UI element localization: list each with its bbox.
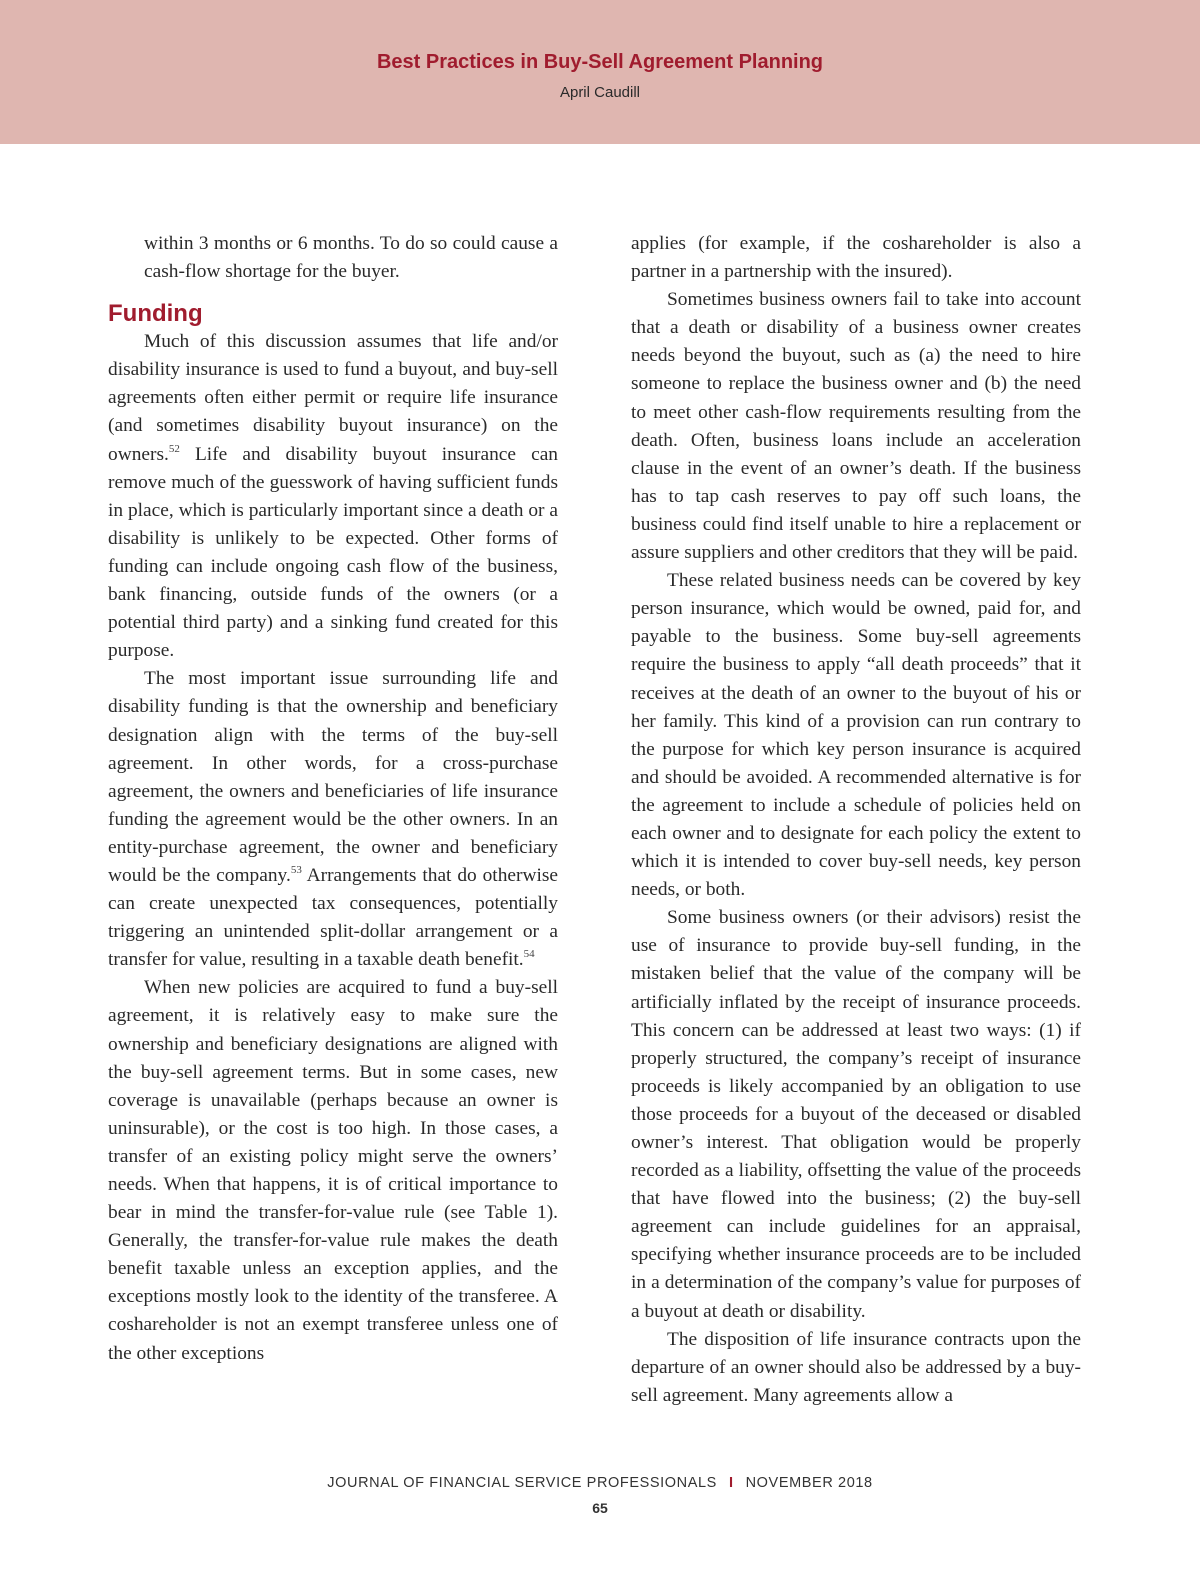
paragraph: These related business needs can be covered by key person insurance, which would be owned, paid for, and payable to the business. Some buy-sell agreements require the business to apply “all death proceeds” that it receives at the death of an owner to the buyout of his or her family. This kind of a provision can run contrary to the purpose for which key person insurance is acquired and should be avoided. A recommended alternative is for the agreement to include a schedule of policies held on each owner and to designate for each policy the extent to which it is intended to cover buy-sell needs, key person needs, or both. — [631, 570, 1081, 901]
paragraph-text: Life and disability buyout insurance can remove much of the guesswork of having sufficient funds in place, which is particularly important since a death or a disability is unlikely to be expected. Other forms of funding can include ongoing cash flow of the business, bank financing, outside funds of the owners (or a potential third party) and a sinking fund created for this purpose. — [108, 443, 558, 662]
paragraph — [108, 665, 558, 974]
paragraph-text: Much of this discussion assumes that life and/or disability insurance is used to fund a buyout, and buy-sell agreements often either permit or require life insurance (and sometimes disability buyout insurance) on the owners. — [108, 331, 558, 465]
paragraph — [108, 328, 558, 665]
running-header — [0, 0, 1200, 144]
paragraph: Sometimes business owners fail to take into account that a death or disability of a business owner creates needs beyond the buyout, such as (a) the need to hire someone to replace the business owner and (b) the need to meet other cash-flow requirements resulting from the death. Often, business loans include an acceleration clause in the event of an owner’s death. If the business has to tap cash reserves to pay off such loans, the business could find itself unable to hire a replacement or assure suppliers and other creditors that they will be paid. — [631, 289, 1081, 564]
paragraph: When new policies are acquired to fund a buy-sell agreement, it is relatively easy to make sure the ownership and beneficiary designations are aligned with the buy-sell agreement terms. But in some cases, new coverage is unavailable (perhaps because an owner is uninsurable), or the cost is too high. In those cases, a transfer of an existing policy might serve the owners’ needs. When that happens, it is of critical importance to bear in mind the transfer-for-value rule (see Table 1). Generally, the transfer-for-value rule makes the death benefit taxable unless an exception applies, and the exceptions mostly look to the identity of the transferee. A coshareholder is not an exempt transferee unless one of the other exceptions — [108, 977, 558, 1364]
paragraph: within 3 months or 6 months. To do so could cause a cash-flow shortage for the buyer. — [144, 233, 558, 283]
right-column — [631, 230, 1081, 1410]
paragraph: The disposition of life insurance contracts upon the departure of an owner should also be addressed by a buy-sell agreement. Many agreements allow a — [631, 1328, 1081, 1406]
journal-name: JOURNAL OF FINANCIAL SERVICE PROFESSIONALS — [327, 1475, 717, 1491]
footnote-ref: 52 — [168, 442, 180, 455]
paragraph: applies (for example, if the coshareholder is also a partner in a partnership with the insured). — [631, 233, 1081, 283]
paragraph-text: Arrangements that do otherwise can create unexpected tax consequences, potentially triggering an unintended split-dollar arrangement or a transfer for value, resulting in a taxable death benefit. — [108, 864, 558, 971]
running-footer — [0, 1475, 1200, 1491]
paragraph: Some business owners (or their advisors) resist the use of insurance to provide buy-sell funding, in the mistaken belief that the value of the company will be artificially inflated by the receipt of insurance proceeds. This concern can be addressed at least two ways: (1) if properly structured, the company’s receipt of insurance proceeds is likely accompanied by an obligation to use those proceeds for a buyout of the deceased or disabled owner’s interest. That obligation would be properly recorded as a liability, offsetting the value of the proceeds that have flowed into the business; (2) the buy-sell agreement can include guidelines for an appraisal, specifying whether insurance proceeds are to be included in a determination of the company’s value for purposes of a buyout at death or disability. — [631, 907, 1081, 1322]
footer-separator: I — [728, 1475, 734, 1491]
page-number: 65 — [592, 1500, 608, 1516]
section-heading-funding: Funding — [108, 300, 203, 328]
issue-date: NOVEMBER 2018 — [745, 1475, 873, 1491]
footnote-ref: 53 — [290, 863, 302, 876]
header-title: Best Practices in Buy-Sell Agreement Planning — [376, 51, 824, 73]
paragraph-text: The most important issue surrounding life and disability funding is that the ownership and beneficiary designation align with the terms of the buy-sell agreement. In other words, for a cross-purchase agreement, the owners and beneficiaries of life insurance funding the agreement would be the other owners. In an entity-purchase agreement, the owner and beneficiary would be the company. — [108, 668, 558, 886]
footnote-ref: 54 — [523, 948, 535, 961]
left-column — [108, 230, 558, 1368]
header-author: April Caudill — [559, 84, 641, 101]
